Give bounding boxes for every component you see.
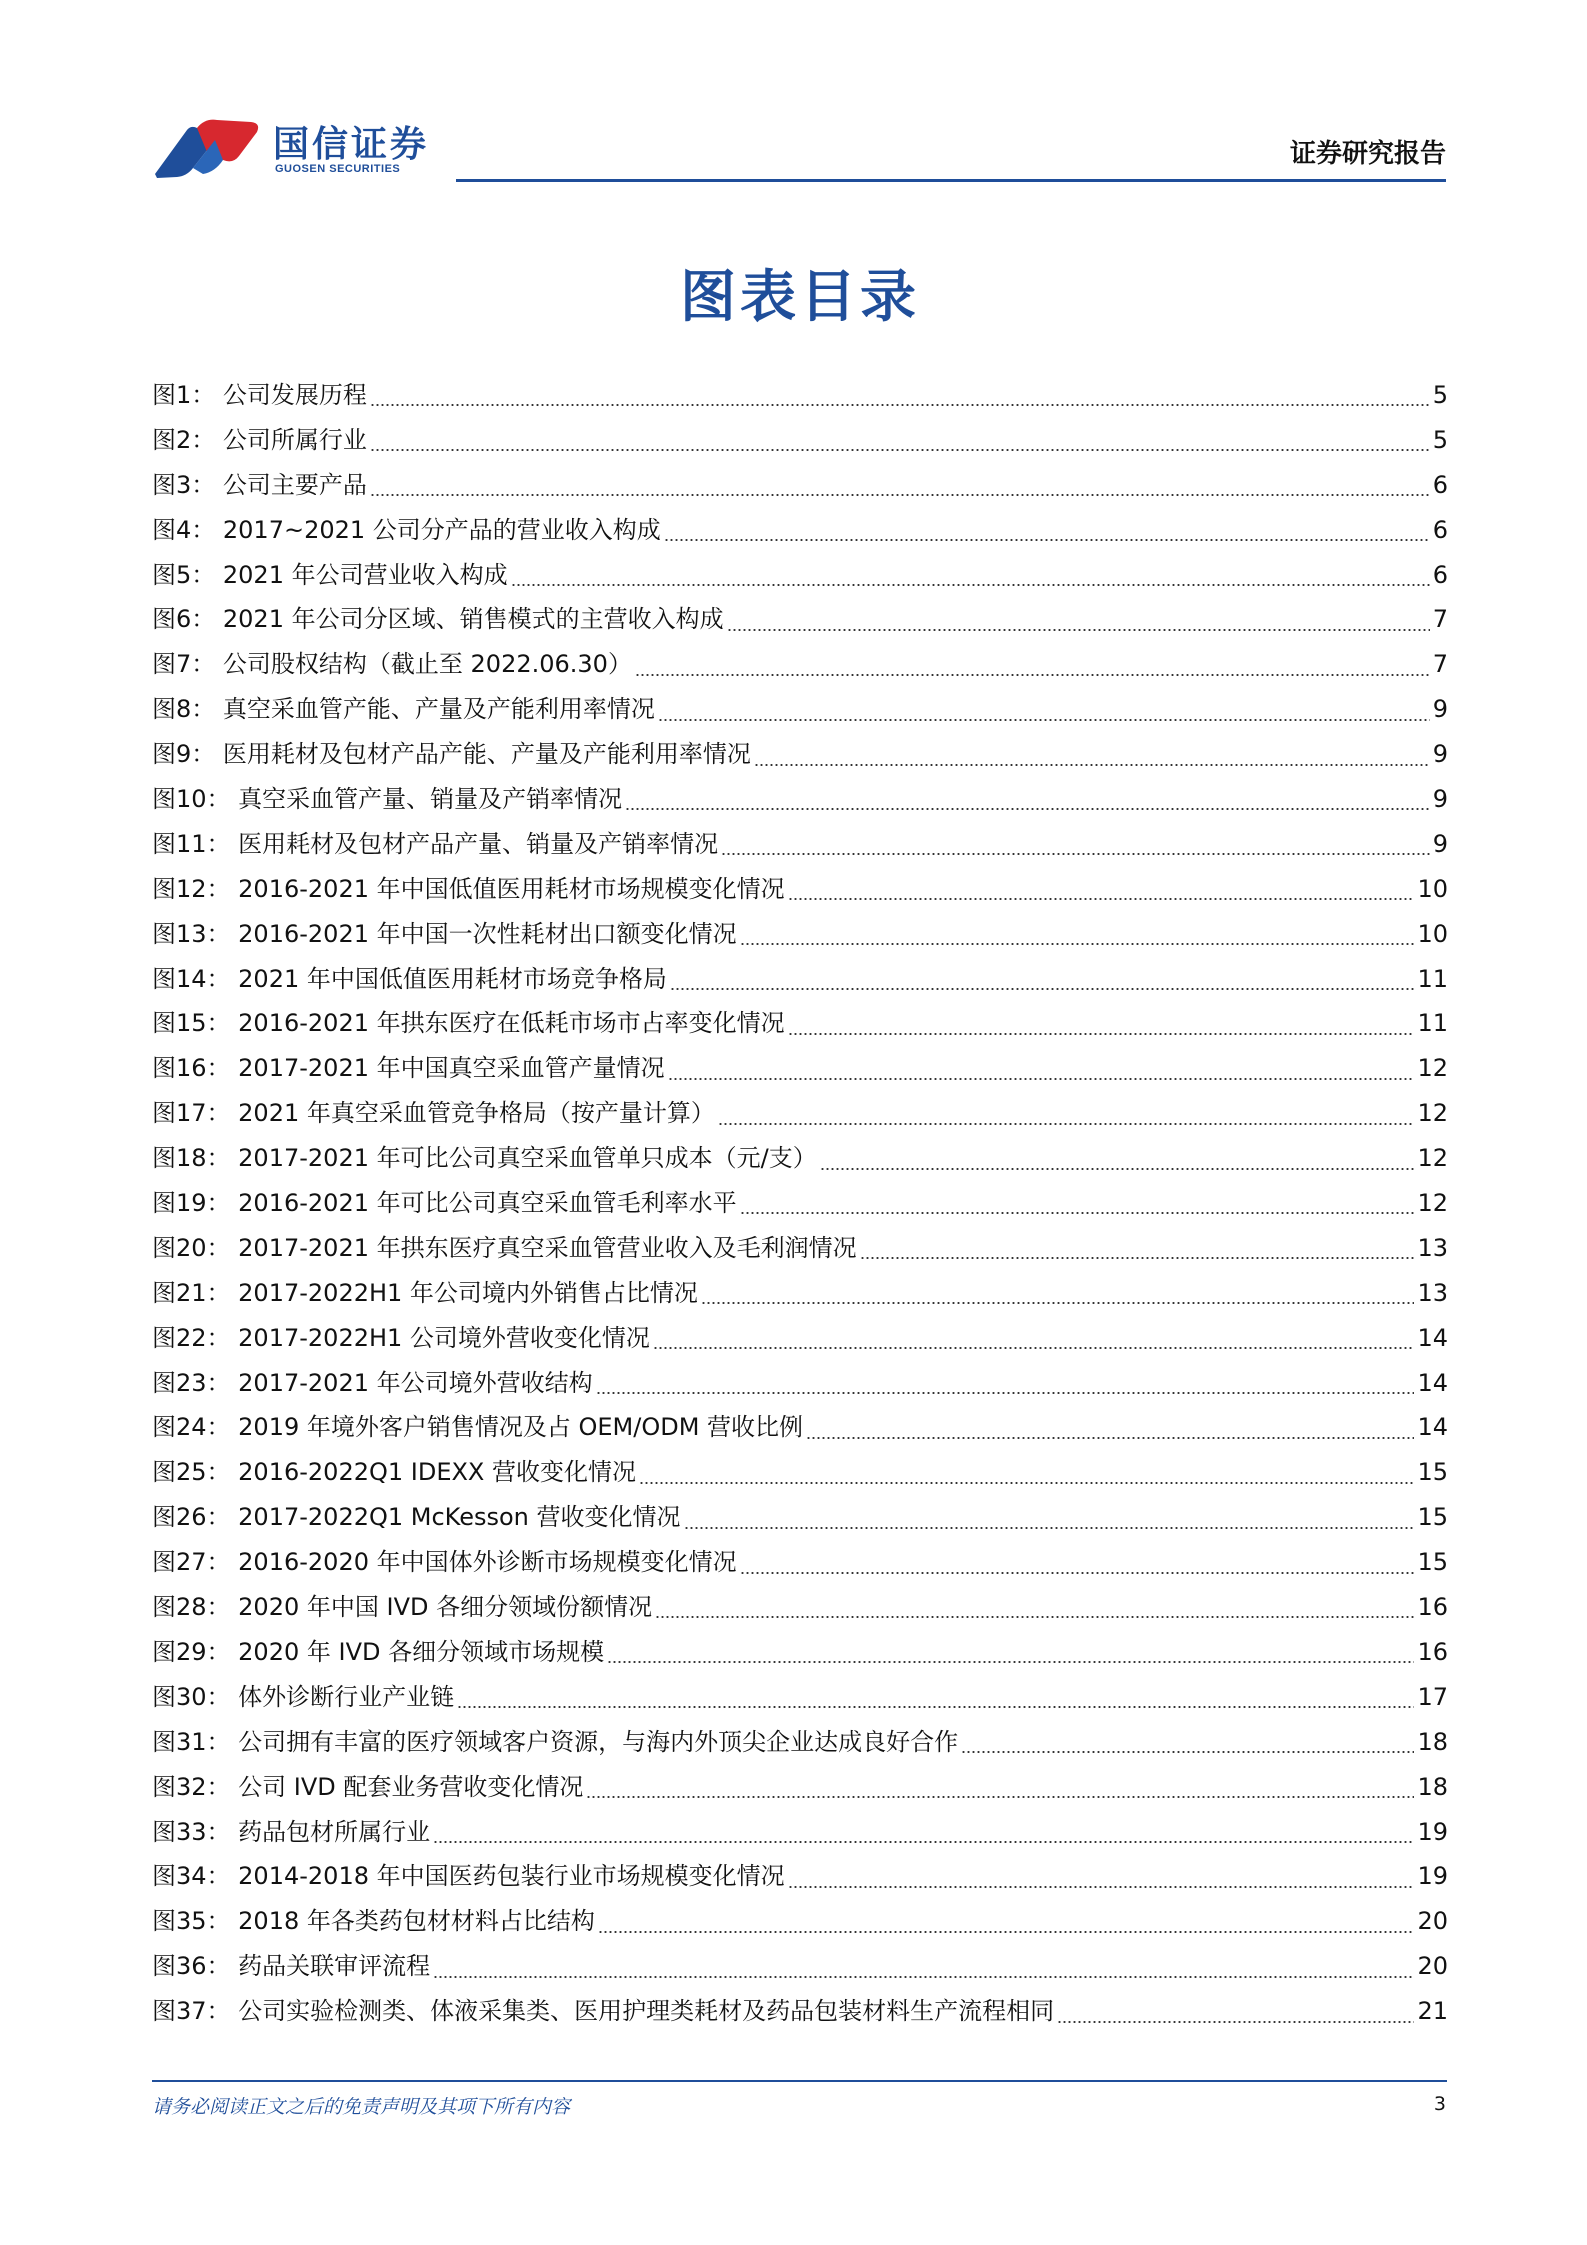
toc-entry-page[interactable]: 11: [1417, 1009, 1448, 1038]
toc-entry-label[interactable]: 图15： 2016-2021 年拱东医疗在低耗市场市占率变化情况: [152, 1009, 785, 1038]
toc-dot-leader: [788, 898, 1415, 900]
toc-entry-label[interactable]: 图24： 2019 年境外客户销售情况及占 OEM/ODM 营收比例: [152, 1413, 804, 1442]
toc-dot-leader: [625, 808, 1430, 810]
page-title: 图表目录: [680, 265, 920, 330]
toc-entry-page[interactable]: 10: [1417, 874, 1448, 903]
toc-entry[interactable]: [152, 1226, 1448, 1271]
toc-entry-label[interactable]: 图12： 2016-2021 年中国低值医用耗材市场规模变化情况: [152, 874, 785, 903]
toc-entry-page[interactable]: 11: [1417, 964, 1448, 993]
toc-entry-page[interactable]: 13: [1417, 1278, 1448, 1307]
toc-entry-page[interactable]: 12: [1417, 1099, 1448, 1128]
toc-entry[interactable]: [152, 1450, 1448, 1495]
toc-entry-label[interactable]: 图17： 2021 年真空采血管竞争格局（按产量计算）: [152, 1099, 715, 1128]
toc-entry[interactable]: [152, 508, 1448, 553]
toc-entry[interactable]: [152, 1316, 1448, 1361]
toc-dot-leader: [860, 1257, 1415, 1259]
toc-entry-label[interactable]: 图31： 公司拥有丰富的医疗领域客户资源，与海内外顶尖企业达成良好合作: [152, 1727, 959, 1756]
toc-dot-leader: [754, 764, 1430, 766]
toc-entry[interactable]: [152, 1001, 1448, 1046]
toc-dot-leader: [457, 1706, 1414, 1708]
toc-entry-label[interactable]: 图14： 2021 年中国低值医用耗材市场竞争格局: [152, 964, 667, 993]
toc-entry-page[interactable]: 12: [1417, 1189, 1448, 1218]
header-divider: [456, 179, 1446, 182]
toc-entry-label[interactable]: 图33： 药品包材所属行业: [152, 1817, 431, 1846]
toc-entry-label[interactable]: 图3： 公司主要产品: [152, 470, 367, 499]
toc-entry-page[interactable]: 13: [1417, 1233, 1448, 1262]
toc-dot-leader: [639, 1482, 1414, 1484]
toc-entry-label[interactable]: 图34： 2014-2018 年中国医药包装行业市场规模变化情况: [152, 1862, 785, 1891]
toc-dot-leader: [658, 719, 1430, 721]
toc-dot-leader: [653, 1347, 1415, 1349]
toc-entry-label[interactable]: 图36： 药品关联审评流程: [152, 1952, 431, 1981]
toc-entry-page[interactable]: 6: [1432, 515, 1448, 544]
toc-dot-leader: [635, 674, 1430, 676]
toc-entry[interactable]: [152, 597, 1448, 642]
toc-dot-leader: [718, 1123, 1415, 1125]
toc-entry-page[interactable]: 6: [1432, 470, 1448, 499]
toc-entry-label[interactable]: 图5： 2021 年公司营业收入构成: [152, 560, 508, 589]
toc-entry[interactable]: [152, 1944, 1448, 1989]
company-logo: [153, 112, 453, 184]
toc-entry[interactable]: [152, 1495, 1448, 1540]
toc-entry[interactable]: [152, 1630, 1448, 1675]
toc-dot-leader: [1057, 2021, 1414, 2023]
toc-entry-page[interactable]: 19: [1417, 1862, 1448, 1891]
toc-entry-label[interactable]: 图26： 2017-2022Q1 McKesson 营收变化情况: [152, 1503, 681, 1532]
toc-entry-page[interactable]: 6: [1432, 560, 1448, 589]
toc-dot-leader: [370, 449, 1430, 451]
toc-entry[interactable]: [152, 957, 1448, 1002]
toc-dot-leader: [684, 1527, 1415, 1529]
toc-entry[interactable]: [152, 1585, 1448, 1630]
toc-entry-label[interactable]: 图1： 公司发展历程: [152, 381, 367, 409]
logo-chinese-name: 国信证券: [273, 124, 430, 165]
toc-entry-page[interactable]: 9: [1432, 740, 1448, 769]
toc-entry-label[interactable]: 图18： 2017-2021 年可比公司真空采血管单只成本（元/支）: [152, 1144, 817, 1173]
toc-entry-label[interactable]: 图21： 2017-2022H1 年公司境内外销售占比情况: [152, 1278, 698, 1307]
toc-entry-label[interactable]: 图6： 2021 年公司分区域、销售模式的主营收入构成: [152, 605, 724, 634]
toc-dot-leader: [668, 1078, 1415, 1080]
toc-dot-leader: [740, 1212, 1415, 1214]
toc-entry[interactable]: [152, 1271, 1448, 1316]
toc-entry[interactable]: [152, 1675, 1448, 1720]
toc-dot-leader: [586, 1796, 1414, 1798]
toc-entry-page[interactable]: 15: [1417, 1548, 1448, 1577]
toc-dot-leader: [961, 1751, 1414, 1753]
toc-entry-label[interactable]: 图4： 2017~2021 公司分产品的营业收入构成: [152, 515, 661, 544]
toc-dot-leader: [740, 943, 1415, 945]
toc-entry[interactable]: [152, 1854, 1448, 1899]
toc-entry[interactable]: [152, 1540, 1448, 1585]
toc-entry-label[interactable]: 图27： 2016-2020 年中国体外诊断市场规模变化情况: [152, 1548, 737, 1577]
toc-entry-page[interactable]: 9: [1432, 829, 1448, 858]
toc-entry-label[interactable]: 图7： 公司股权结构（截止至 2022.06.30）: [152, 650, 632, 679]
toc-entry[interactable]: [152, 1136, 1448, 1181]
toc-entry-page[interactable]: 9: [1432, 695, 1448, 724]
toc-entry-page[interactable]: 9: [1432, 785, 1448, 814]
toc-dot-leader: [820, 1168, 1415, 1170]
toc-entry[interactable]: [152, 822, 1448, 867]
toc-entry[interactable]: [152, 1361, 1448, 1406]
page-number: 3: [1433, 2093, 1446, 2115]
toc-dot-leader: [511, 584, 1430, 586]
toc-entry[interactable]: [152, 373, 1448, 418]
toc-entry[interactable]: [152, 418, 1448, 463]
report-type-label: 证券研究报告: [1289, 139, 1446, 169]
toc-dot-leader: [598, 1931, 1415, 1933]
toc-entry-page[interactable]: 19: [1417, 1817, 1448, 1846]
toc-entry[interactable]: [152, 1405, 1448, 1450]
toc-entry[interactable]: [152, 777, 1448, 822]
toc-dot-leader: [370, 404, 1430, 406]
toc-entry[interactable]: [152, 867, 1448, 912]
logo-english-name: GUOSEN SECURITIES: [275, 163, 401, 175]
toc-entry-label[interactable]: 图22： 2017-2022H1 公司境外营收变化情况: [152, 1323, 650, 1352]
toc-entry[interactable]: [152, 463, 1448, 508]
logo-mark-icon: [153, 116, 265, 182]
toc-entry-label[interactable]: 图32： 公司 IVD 配套业务营收变化情况: [152, 1772, 584, 1801]
toc-dot-leader: [596, 1392, 1415, 1394]
toc-entry-label[interactable]: 图20： 2017-2021 年拱东医疗真空采血管营业收入及毛利润情况: [152, 1233, 857, 1262]
toc-entry-label[interactable]: 图19： 2016-2021 年可比公司真空采血管毛利率水平: [152, 1189, 737, 1218]
toc-entry-page[interactable]: 16: [1417, 1593, 1448, 1622]
toc-dot-leader: [806, 1437, 1414, 1439]
toc-entry-page[interactable]: 5: [1432, 381, 1448, 409]
toc-entry-page[interactable]: 18: [1417, 1727, 1448, 1756]
footer-disclaimer: 请务必阅读正文之后的免责声明及其项下所有内容: [152, 2096, 571, 2118]
toc-entry-page[interactable]: 14: [1417, 1413, 1448, 1442]
toc-entry-page[interactable]: 16: [1417, 1637, 1448, 1666]
toc-entry-page[interactable]: 15: [1417, 1503, 1448, 1532]
toc-dot-leader: [670, 988, 1415, 990]
toc-entry-page[interactable]: 20: [1417, 1952, 1448, 1981]
toc-entry-page[interactable]: 21: [1417, 1997, 1448, 2026]
toc-entry-page[interactable]: 14: [1417, 1323, 1448, 1352]
toc-entry[interactable]: [152, 553, 1448, 598]
toc-entry-page[interactable]: 15: [1417, 1458, 1448, 1487]
page-header: [0, 0, 1587, 190]
toc-dot-leader: [370, 494, 1430, 496]
toc-entry-label[interactable]: 图29： 2020 年 IVD 各细分领域市场规模: [152, 1637, 605, 1666]
toc-entry-label[interactable]: 图2： 公司所属行业: [152, 425, 367, 454]
toc-entry-page[interactable]: 17: [1417, 1682, 1448, 1711]
toc-entry-page[interactable]: 18: [1417, 1772, 1448, 1801]
toc-dot-leader: [433, 1976, 1414, 1978]
toc-dot-leader: [721, 853, 1430, 855]
toc-entry[interactable]: [152, 1091, 1448, 1136]
toc-entry-page[interactable]: 12: [1417, 1054, 1448, 1083]
figure-table-of-contents: [152, 373, 1448, 2034]
toc-entry-label[interactable]: 图13： 2016-2021 年中国一次性耗材出口额变化情况: [152, 919, 737, 948]
toc-dot-leader: [433, 1841, 1414, 1843]
toc-entry[interactable]: [152, 1810, 1448, 1855]
toc-entry-label[interactable]: 图11： 医用耗材及包材产品产量、销量及产销率情况: [152, 829, 719, 858]
footer-divider: [152, 2080, 1447, 2082]
toc-entry-label[interactable]: 图35： 2018 年各类药包材材料占比结构: [152, 1907, 595, 1936]
toc-dot-leader: [788, 1033, 1415, 1035]
toc-entry-page[interactable]: 7: [1432, 650, 1448, 679]
toc-entry-label[interactable]: 图23： 2017-2021 年公司境外营收结构: [152, 1368, 593, 1397]
toc-entry[interactable]: [152, 1181, 1448, 1226]
toc-entry-label[interactable]: 图30： 体外诊断行业产业链: [152, 1682, 455, 1711]
toc-dot-leader: [664, 539, 1430, 541]
toc-dot-leader: [727, 629, 1430, 631]
toc-entry[interactable]: [152, 732, 1448, 777]
toc-entry[interactable]: [152, 1046, 1448, 1091]
toc-entry-page[interactable]: 5: [1432, 425, 1448, 454]
toc-dot-leader: [655, 1616, 1414, 1618]
toc-entry[interactable]: [152, 912, 1448, 957]
toc-entry[interactable]: [152, 642, 1448, 687]
toc-entry-page[interactable]: 7: [1432, 605, 1448, 634]
toc-entry[interactable]: [152, 687, 1448, 732]
toc-entry-page[interactable]: 14: [1417, 1368, 1448, 1397]
toc-entry-label[interactable]: 图28： 2020 年中国 IVD 各细分领域份额情况: [152, 1593, 653, 1622]
toc-entry-label[interactable]: 图9： 医用耗材及包材产品产能、产量及产能利用率情况: [152, 740, 751, 769]
toc-dot-leader: [607, 1661, 1414, 1663]
toc-entry[interactable]: [152, 1989, 1448, 2034]
toc-entry-label[interactable]: 图8： 真空采血管产能、产量及产能利用率情况: [152, 695, 655, 724]
toc-entry-label[interactable]: 图10： 真空采血管产量、销量及产销率情况: [152, 785, 623, 814]
toc-entry-label[interactable]: 图25： 2016-2022Q1 IDEXX 营收变化情况: [152, 1458, 637, 1487]
toc-dot-leader: [740, 1572, 1415, 1574]
toc-dot-leader: [701, 1302, 1415, 1304]
toc-entry[interactable]: [152, 1765, 1448, 1810]
toc-entry-label[interactable]: 图16： 2017-2021 年中国真空采血管产量情况: [152, 1054, 665, 1083]
toc-entry-page[interactable]: 12: [1417, 1144, 1448, 1173]
toc-entry[interactable]: [152, 1899, 1448, 1944]
toc-entry-page[interactable]: 20: [1417, 1907, 1448, 1936]
toc-entry-label[interactable]: 图37： 公司实验检测类、体液采集类、医用护理类耗材及药品包装材料生产流程相同: [152, 1997, 1055, 2026]
toc-dot-leader: [788, 1886, 1415, 1888]
toc-entry[interactable]: [152, 1720, 1448, 1765]
toc-entry-page[interactable]: 10: [1417, 919, 1448, 948]
